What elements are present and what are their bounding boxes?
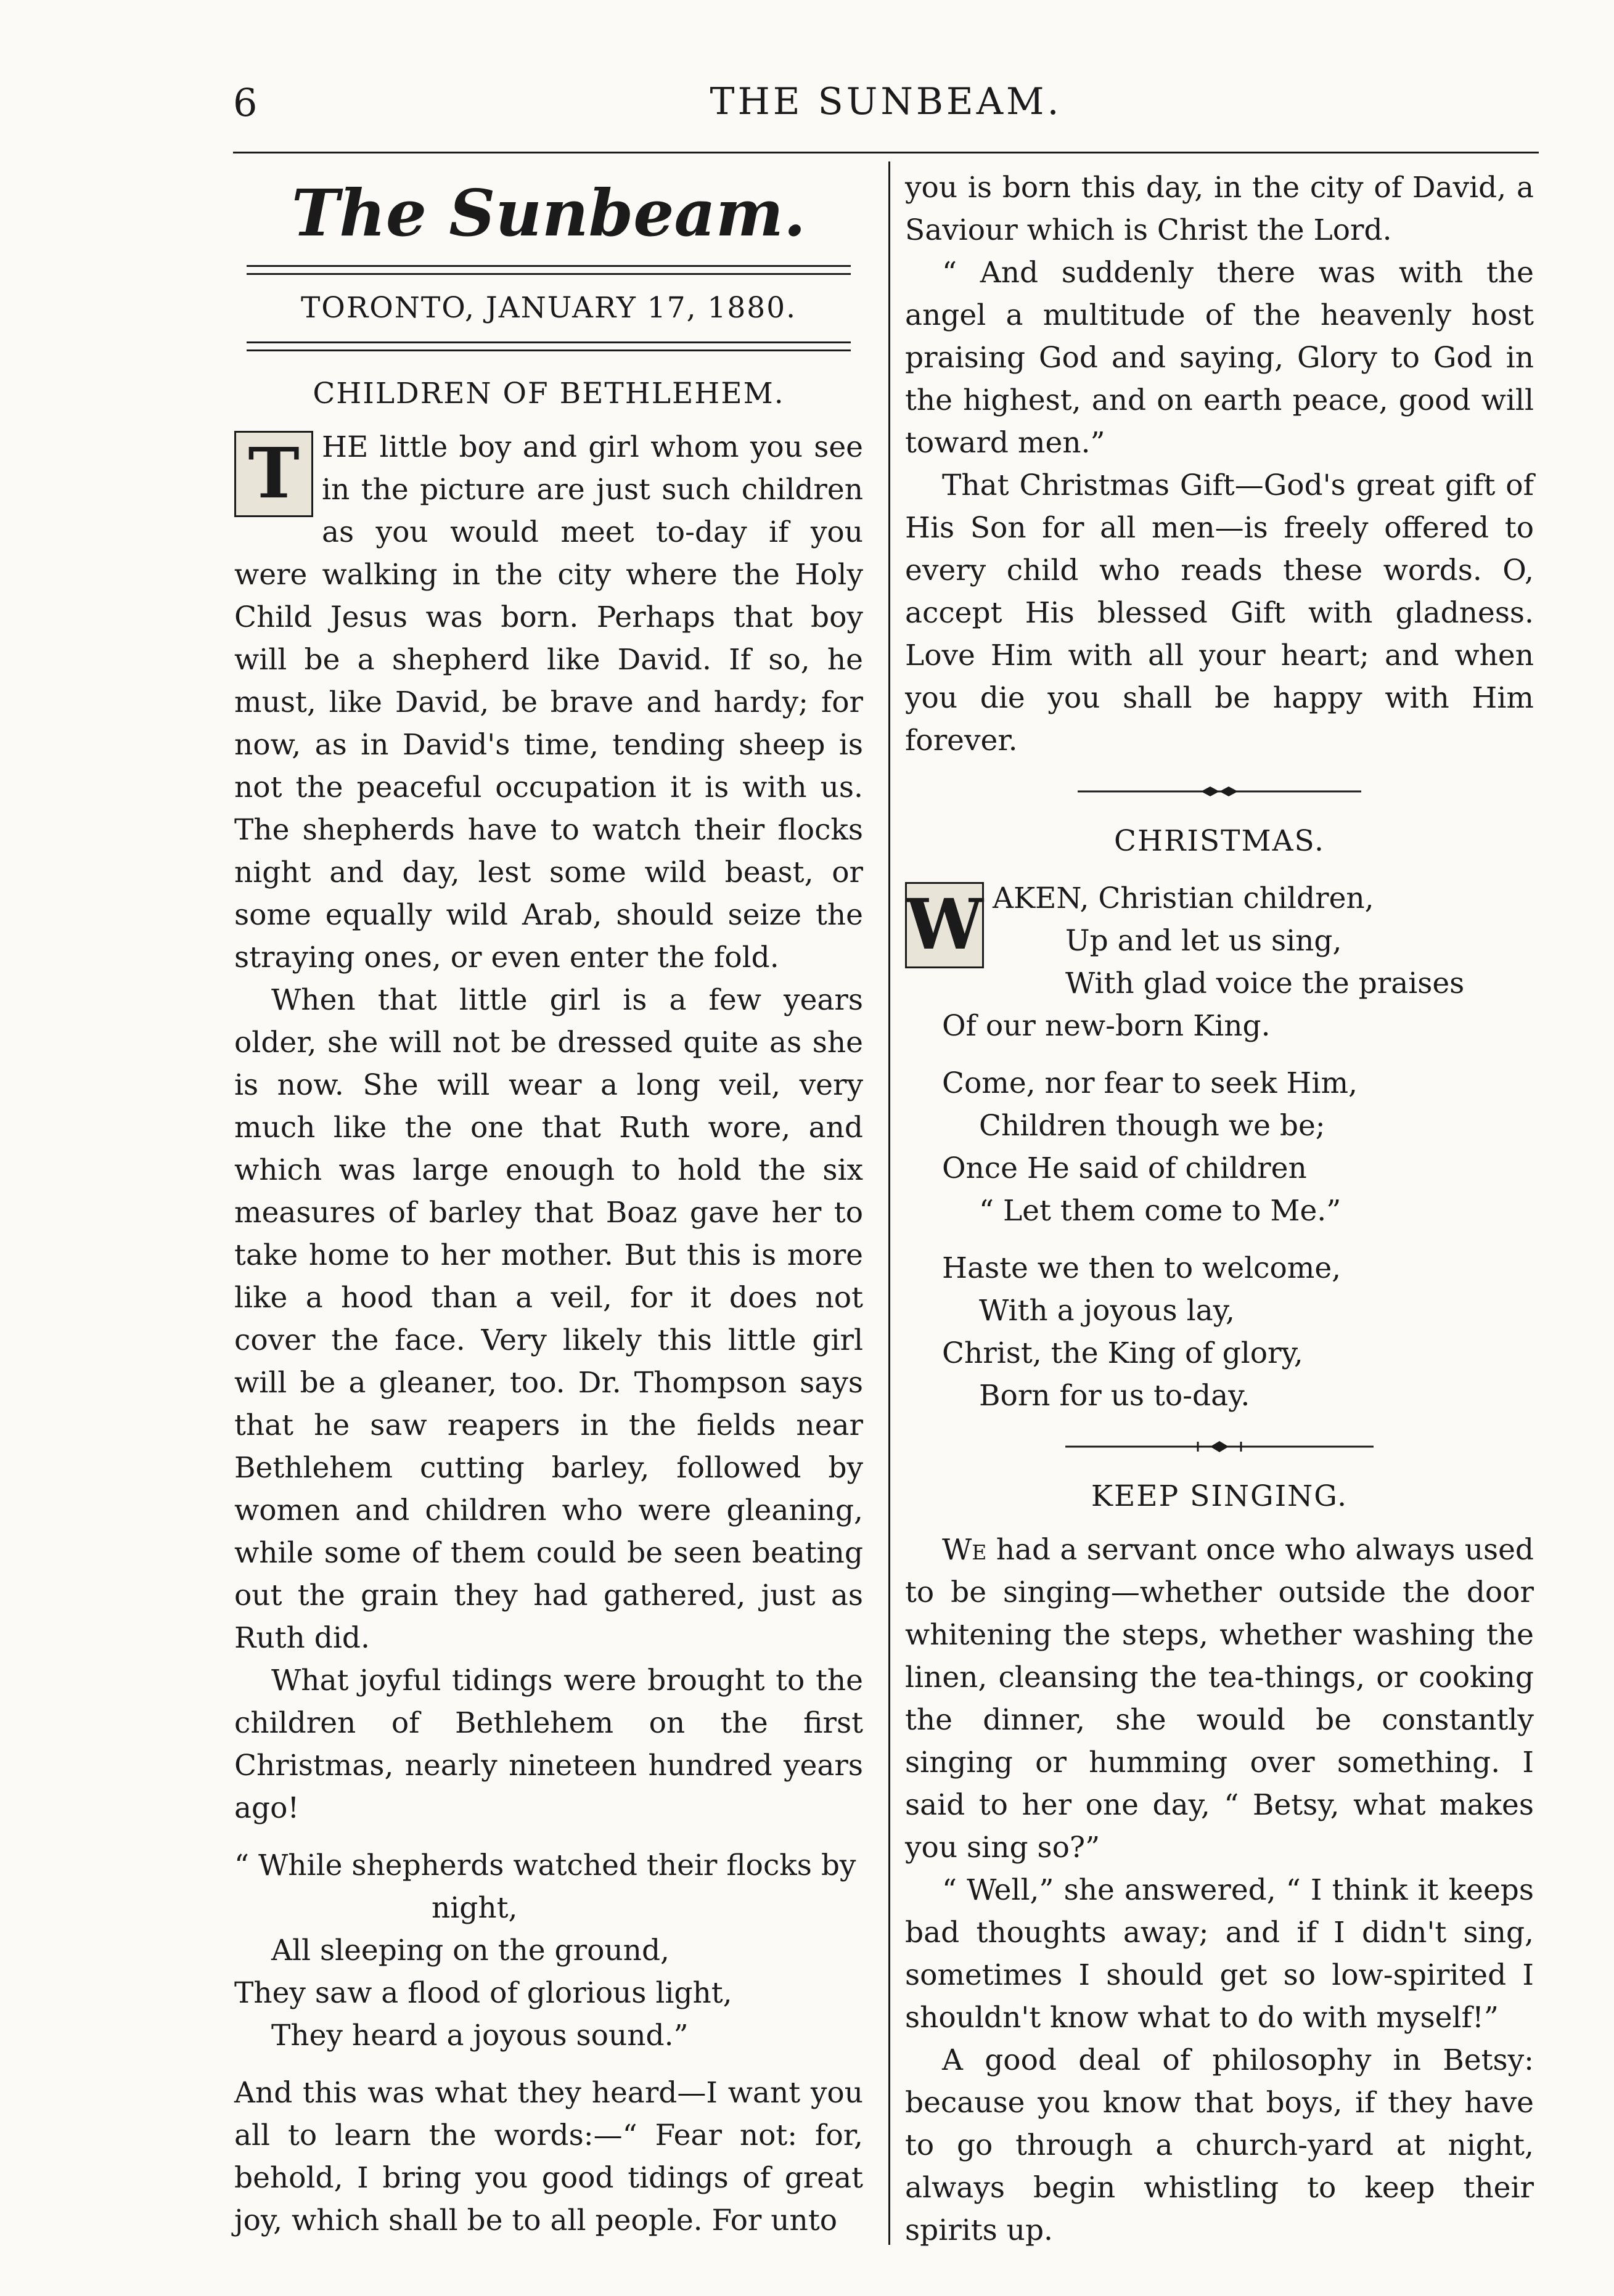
- verse-line: night,: [432, 1891, 518, 1925]
- verse-line: Children though we be;: [979, 1109, 1325, 1143]
- article-paragraph: you is born this day, in the city of David, a Saviour which is Christ the Lord.: [905, 171, 1534, 247]
- dropcap-t: T: [234, 431, 313, 517]
- masthead-rule-bottom: [247, 341, 851, 351]
- dateline: TORONTO, JANUARY 17, 1880.: [300, 291, 797, 325]
- verse-line: Christ, the King of glory,: [942, 1336, 1303, 1370]
- verse-line: Once He said of children: [942, 1151, 1307, 1185]
- verse-line: With a joyous lay,: [979, 1294, 1235, 1328]
- article-paragraph: That Christmas Gift—God's great gift of His Son for all men—is freely offered to every child who reads these words. O, accept His blessed Gift with gladness. Love Him with all your heart; and when you die you shall be happy with Him forever.: [905, 468, 1534, 758]
- column-divider: [888, 161, 890, 2245]
- article-title-keep-singing: KEEP SINGING.: [1091, 1479, 1348, 1513]
- paragraph-text: HE little boy and girl whom you see in the picture are just such children as you would meet to-day if you were walking in the city where the Holy Child Jesus was born. Perhaps that boy will be a shepherd like David. If so, he must, like David, be brave and hardy; for now, as in David's time, tending sheep is not the peaceful occupation it is with us. The shepherds have to watch their flocks night and day, lest some wild beast, or some equally wild Arab, should seize the straying ones, or even enter the fold.: [234, 430, 863, 974]
- article-paragraph: When that little girl is a few years older, she will not be dressed quite as she is now. She will wear a long veil, very much like the one that Ruth wore, and which was large enough to hold the six measures of barley that Boaz gave her to take home to her mother. But this is more like a hood than a veil, for it does not cover the face. Very likely this little girl will be a gleaner, too. Dr. Thompson says that he saw reapers in the fields near Bethlehem cutting barley, followed by women and children who were gleaning, while some of them could be seen beating out the grain they had gathered, just as Ruth did.: [234, 983, 863, 1655]
- verse-line: They heard a joyous sound.”: [271, 2019, 689, 2053]
- dropcap-w: W: [905, 882, 984, 968]
- christmas-stanza-2: [905, 1062, 1534, 1232]
- article-paragraph: What joyful tidings were brought to the children of Bethlehem on the first Christmas, nearly nineteen hundred years ago!: [234, 1664, 863, 1825]
- article-paragraph: “ Well,” she answered, “ I think it keeps bad thoughts away; and if I didn't sing, sometimes I should get so low-spirited I shouldn't know what to do with myself!”: [905, 1873, 1534, 2035]
- verse-line: Up and let us sing,: [1065, 924, 1342, 958]
- masthead-rule-top: [247, 265, 851, 275]
- verse-line: All sleeping on the ground,: [271, 1934, 670, 1967]
- right-column: [905, 166, 1534, 2252]
- left-column: [234, 166, 863, 2242]
- masthead-title: The Sunbeam.: [291, 175, 806, 251]
- article-paragraph: [905, 1529, 1534, 1869]
- article-paragraph: And this was what they heard—I want you all to learn the words:—“ Fear not: for, behold, I bring you good tidings of great joy, which shall be to all people. For unto: [234, 2076, 863, 2237]
- page-header: [233, 80, 1539, 136]
- hymn-verse: [234, 1844, 863, 2057]
- ornamental-rule: [1065, 1439, 1374, 1454]
- verse-line: Come, nor fear to seek Him,: [942, 1066, 1358, 1100]
- verse-line: Born for us to-day.: [979, 1379, 1250, 1413]
- verse-line: “ Let them come to Me.”: [979, 1194, 1342, 1228]
- paragraph-text: had a servant once who always used to be singing—whether outside the door whitening the steps, whether washing the linen, cleansing the tea-things, or cooking the dinner, she would be constantly singing or humming over something. I said to her one day, “ Betsy, what makes you sing so?”: [905, 1533, 1534, 1865]
- verse-line: With glad voice the praises: [1065, 966, 1465, 1000]
- article-title-children-of-bethlehem: CHILDREN OF BETHLEHEM.: [313, 377, 785, 411]
- verse-line: AKEN, Christian children,: [993, 881, 1374, 915]
- christmas-stanza-1: [905, 877, 1534, 1047]
- lead-word: We: [942, 1533, 987, 1567]
- christmas-stanza-3: [905, 1247, 1534, 1417]
- verse-line: Of our new-born King.: [942, 1009, 1271, 1043]
- article-title-christmas: CHRISTMAS.: [1114, 824, 1325, 858]
- page-number: 6: [233, 80, 258, 125]
- verse-line: They saw a flood of glorious light,: [234, 1976, 732, 2010]
- ornamental-rule: [1078, 784, 1361, 799]
- article-paragraph: A good deal of philosophy in Betsy: because you know that boys, if they have to go through a church-yard at night, always begin whistling to keep their spirits up.: [905, 2043, 1534, 2247]
- article-paragraph: “ And suddenly there was with the angel a multitude of the heavenly host praising God and saying, Glory to God in the highest, and on earth peace, good will toward men.”: [905, 256, 1534, 460]
- verse-line: Haste we then to welcome,: [942, 1251, 1342, 1285]
- article-paragraph: [234, 426, 863, 979]
- verse-line: “ While shepherds watched their flocks by: [234, 1849, 856, 1882]
- running-head: THE SUNBEAM.: [710, 80, 1062, 123]
- header-rule: [233, 152, 1539, 153]
